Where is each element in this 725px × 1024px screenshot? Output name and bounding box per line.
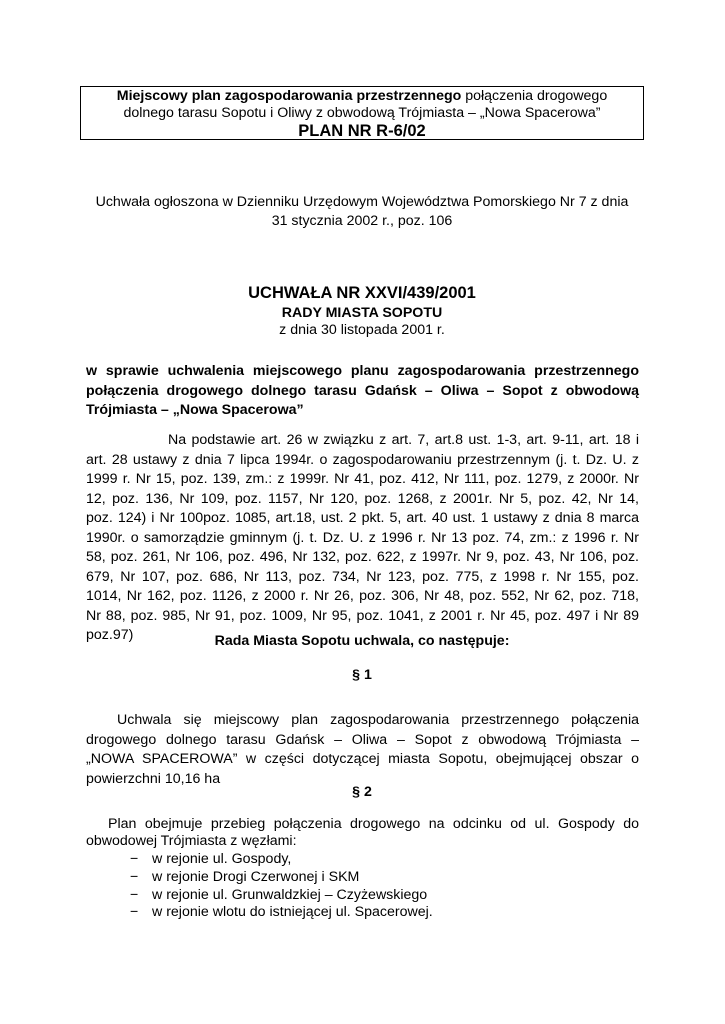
legal-line: Nr 88, poz. 985, Nr 91, poz. 1009, Nr 95, poz. 1041, z 2001 r. Nr 45, poz. 497 i Nr 89 bbox=[86, 607, 639, 624]
legal-line: 1014, Nr 162, poz. 1126, z 2000 r. Nr 26, poz. 306, Nr 48, poz. 552, Nr 62, poz. 718, bbox=[86, 588, 639, 604]
subject-line: połączenia drogowego dolnego tarasu Gdańsk – Oliwa – Sopot z obwodową bbox=[86, 382, 639, 399]
list-bullet: − bbox=[130, 886, 139, 903]
section-1-line: powierzchni 10,16 ha bbox=[86, 770, 221, 787]
legal-line: poz. 124) i Nr 100poz. 1085, art.18, ust. 2 pkt. 5, art. 40 ust. 1 ustawy z dnia 8 marca bbox=[86, 510, 639, 526]
list-item-text: w rejonie ul. Grunwaldzkiej – Czyżewskiego bbox=[152, 886, 428, 903]
subject-line: Trójmiasta – „Nowa Spacerowa” bbox=[86, 402, 304, 418]
section-2-line: obwodowej Trójmiasta z węzłami: bbox=[86, 833, 297, 849]
section-1-line: Uchwala się miejscowy plan zagospodarowania przestrzennego połączenia bbox=[117, 712, 639, 728]
resolution-date: z dnia 30 listopada 2001 r. bbox=[279, 322, 445, 338]
section-1-line: „NOWA SPACEROWA” w części dotyczącej miasta Sopotu, obejmującej obszar o bbox=[86, 751, 639, 767]
council-decides: Rada Miasta Sopotu uchwala, co następuje: bbox=[214, 633, 510, 649]
header-line-1-rest: połączenia drogowego bbox=[461, 88, 608, 104]
section-2-heading: § 2 bbox=[352, 784, 372, 800]
list-item-text: w rejonie ul. Gospody, bbox=[152, 851, 292, 867]
list-item-text: w rejonie wlotu do istniejącej ul. Spacerowej. bbox=[152, 904, 433, 921]
section-1-heading: § 1 bbox=[352, 667, 372, 683]
legal-line: 58, poz. 261, Nr 106, poz. 496, Nr 132, poz. 622, z 1997r. Nr 9, poz. 43, Nr 106, poz. bbox=[86, 549, 639, 565]
header-line-1 bbox=[81, 88, 643, 105]
legal-line: Na podstawie art. 26 w związku z art. 7, art.8 ust. 1-3, art. 9-11, art. 18 i bbox=[168, 432, 639, 448]
legal-line: 1990r. o samorządzie gminnym (j. t. Dz. U. z 1996 r. Nr 13 poz. 74, zm.: z 1996 r. Nr bbox=[86, 529, 639, 546]
publication-note bbox=[80, 193, 644, 231]
list-item bbox=[130, 869, 433, 887]
list-bullet: − bbox=[130, 851, 139, 867]
section-2-line: Plan obejmuje przebieg połączenia drogowego na odcinku od ul. Gospody do bbox=[108, 816, 639, 832]
legal-basis bbox=[86, 431, 639, 646]
plan-header-box bbox=[80, 86, 644, 140]
publication-line-2: 31 stycznia 2002 r., poz. 106 bbox=[271, 213, 453, 229]
section-1-text bbox=[86, 711, 639, 789]
legal-line: poz.97) bbox=[86, 627, 134, 643]
legal-line: 679, Nr 107, poz. 686, Nr 113, poz. 734, Nr 123, poz. 775, z 1998 r. Nr 155, poz. bbox=[86, 568, 639, 585]
resolution-body: RADY MIASTA SOPOTU bbox=[281, 305, 443, 321]
junction-list bbox=[130, 851, 433, 922]
plan-number: PLAN NR R-6/02 bbox=[298, 122, 426, 140]
legal-line: 1999 r. Nr 15, poz. 139, zm.: z 1999r. Nr 41, poz. 412, Nr 111, poz. 1279, z 2000r. Nr bbox=[86, 471, 639, 487]
list-bullet: − bbox=[130, 904, 139, 921]
header-bold-text: Miejscowy plan zagospodarowania przestrzennego bbox=[116, 88, 462, 104]
list-item-text: w rejonie Drogi Czerwonej i SKM bbox=[152, 868, 360, 885]
list-item bbox=[130, 904, 433, 922]
list-item bbox=[130, 887, 433, 905]
list-item bbox=[130, 851, 433, 869]
section-2-text bbox=[86, 816, 639, 850]
publication-line-1: Uchwała ogłoszona w Dzienniku Urzędowym Województwa Pomorskiego Nr 7 z dnia bbox=[95, 194, 629, 210]
resolution-subject bbox=[86, 362, 639, 421]
subject-line: w sprawie uchwalenia miejscowego planu zagospodarowania przestrzennego bbox=[86, 363, 639, 379]
legal-line: art. 28 ustawy z dnia 7 lipca 1994r. o zagospodarowaniu przestrzennym (j. t. Dz. U. z bbox=[86, 451, 639, 468]
resolution-title: UCHWAŁA NR XXVI/439/2001 bbox=[248, 284, 476, 302]
legal-line: 12, poz. 136, Nr 109, poz. 1157, Nr 120, poz. 1268, z 2001r. Nr 5, poz. 42, Nr 14, bbox=[86, 490, 639, 507]
list-bullet: − bbox=[130, 868, 139, 885]
section-1-line: drogowego dolnego tarasu Gdańsk – Oliwa – Sopot z obwodową Trójmiasta – bbox=[86, 731, 639, 748]
header-line-2: dolnego tarasu Sopotu i Oliwy z obwodową Trójmiasta – „Nowa Spacerowa” bbox=[123, 105, 601, 121]
